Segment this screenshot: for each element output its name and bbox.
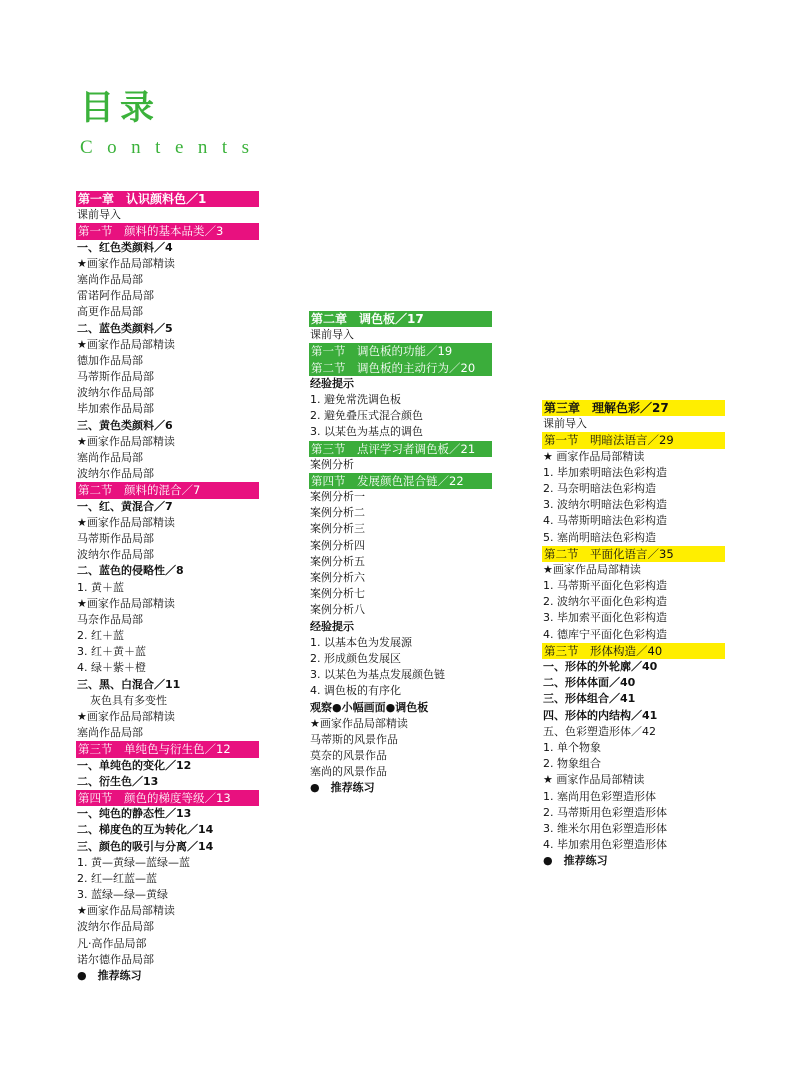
toc-entry: ★画家作品局部精读 (77, 596, 175, 610)
toc-entry: 雷诺阿作品局部 (77, 289, 154, 303)
toc-entry: ★画家作品局部精读 (77, 434, 175, 448)
toc-entry: 1. 马蒂斯平面化色彩构造 (543, 579, 667, 593)
toc-entry: 2. 形成颜色发展区 (310, 651, 401, 665)
toc-entry: 案例分析六 (310, 571, 365, 584)
toc-entry: ★画家作品局部精读 (310, 716, 408, 730)
toc-entry: 1. 黄—黄绿—蓝绿—蓝 (77, 855, 190, 869)
toc-subheading: 三、形体组合／41 (543, 692, 636, 706)
toc-subheading: 观察●小幅画面●调色板 (310, 700, 429, 714)
toc-subheading: 二、蓝色类颜料／5 (77, 321, 173, 335)
toc-entry: 毕加索作品局部 (77, 402, 154, 416)
toc-chapter-heading: 第二章 调色板／17 (309, 311, 492, 327)
toc-chapter-heading: 第一章 认识颜料色／1 (76, 191, 259, 207)
toc-subheading: 二、梯度色的互为转化／14 (77, 823, 214, 837)
toc-entry: 1. 毕加索明暗法色彩构造 (543, 465, 667, 479)
toc-subheading: 二、衍生色／13 (77, 774, 159, 788)
toc-section-heading: 第三节 形体构造／40 (542, 643, 725, 659)
toc-section-heading: 第一节 调色板的功能／19 (309, 343, 492, 359)
toc-entry: 凡·高作品局部 (77, 936, 147, 950)
page-subtitle: Contents (80, 137, 264, 158)
toc-entry: 波纳尔作品局部 (77, 467, 154, 481)
toc-entry: 3. 红＋黄＋蓝 (77, 645, 146, 659)
toc-entry: 马蒂斯的风景作品 (310, 732, 398, 746)
toc-subheading: 二、蓝色的侵略性／8 (77, 564, 184, 578)
toc-entry: 高更作品局部 (77, 305, 143, 319)
toc-entry: 灰色具有多变性 (90, 693, 167, 707)
toc-section-heading: 第四节 颜色的梯度等级／13 (76, 790, 259, 806)
toc-chapter-heading: 第三章 理解色彩／27 (542, 400, 725, 416)
toc-subheading: 四、形体的内结构／41 (543, 708, 658, 722)
toc-entry: 3. 以某色为基点发展颜色链 (310, 668, 445, 682)
toc-subheading: 一、红色类颜料／4 (77, 240, 173, 254)
toc-entry: 3. 以某色为基点的调色 (310, 425, 423, 439)
toc-subheading: 一、纯色的静态性／13 (77, 807, 192, 821)
toc-entry: ★ 画家作品局部精读 (543, 449, 645, 463)
toc-column-chapter-3 (542, 400, 725, 869)
toc-subheading: 三、颜色的吸引与分离／14 (77, 839, 214, 853)
toc-entry: 塞尚的风景作品 (310, 765, 387, 779)
toc-section-heading: 第四节 发展颜色混合链／22 (309, 473, 492, 489)
toc-entry: 诺尔德作品局部 (77, 952, 154, 966)
toc-section-heading: 第三节 单纯色与衍生色／12 (76, 741, 259, 757)
toc-entry: 3. 维米尔用色彩塑造形体 (543, 821, 667, 835)
toc-entry: ★画家作品局部精读 (77, 710, 175, 723)
toc-subheading: ● 推荐练习 (543, 854, 608, 868)
toc-entry: 案例分析四 (310, 538, 365, 552)
toc-subheading: ● 推荐练习 (310, 781, 375, 795)
toc-entry: ★画家作品局部精读 (77, 515, 175, 529)
toc-entry: 1. 避免常洗调色板 (310, 392, 401, 406)
toc-entry: 1. 单个物象 (543, 740, 601, 754)
toc-entry: 莫奈的风景作品 (310, 749, 387, 763)
toc-entry: 马蒂斯作品局部 (77, 531, 154, 545)
toc-entry: 案例分析 (310, 457, 354, 471)
toc-entry: 案例分析三 (310, 522, 365, 536)
toc-entry: 案例分析八 (310, 603, 365, 617)
toc-entry: 波纳尔作品局部 (77, 386, 154, 400)
toc-entry: ★画家作品局部精读 (77, 256, 175, 270)
toc-subheading: 经验提示 (310, 619, 354, 633)
toc-entry: 塞尚作品局部 (77, 726, 143, 740)
toc-entry: 3. 波纳尔明暗法色彩构造 (543, 498, 667, 512)
toc-entry: 课前导入 (543, 417, 587, 431)
toc-subheading: ● 推荐练习 (77, 969, 142, 982)
toc-entry: 3. 蓝绿—绿—黄绿 (77, 888, 168, 902)
toc-entry: 波纳尔作品局部 (77, 920, 154, 934)
toc-entry: 4. 毕加索用色彩塑造形体 (543, 838, 667, 852)
toc-entry: 4. 德库宁平面化色彩构造 (543, 627, 667, 641)
toc-entry: 课前导入 (77, 208, 121, 222)
toc-entry: 2. 红—红蓝—蓝 (77, 871, 157, 885)
toc-entry: 案例分析二 (310, 506, 365, 520)
toc-subheading: 三、黄色类颜料／6 (77, 418, 173, 432)
toc-entry: 3. 毕加索平面化色彩构造 (543, 611, 667, 625)
toc-entry: 2. 马奈明暗法色彩构造 (543, 481, 656, 495)
toc-entry: ★画家作品局部精读 (77, 904, 175, 918)
toc-entry: 1. 以基本色为发展源 (310, 635, 412, 649)
toc-entry: 五、色彩塑造形体／42 (543, 724, 656, 738)
toc-entry: 1. 黄＋蓝 (77, 580, 124, 594)
toc-entry: 案例分析七 (310, 587, 365, 601)
toc-entry: 塞尚作品局部 (77, 451, 143, 464)
toc-entry: 案例分析一 (310, 490, 365, 504)
toc-entry: 德加作品局部 (77, 353, 143, 367)
toc-section-heading: 第一节 颜料的基本品类／3 (76, 223, 259, 239)
page-title: 目录 (80, 88, 160, 128)
toc-subheading: 一、形体的外轮廓／40 (543, 660, 658, 673)
toc-section-heading: 第二节 平面化语言／35 (542, 546, 725, 562)
toc-entry: 2. 物象组合 (543, 757, 601, 771)
toc-entry: 1. 塞尚用色彩塑造形体 (543, 789, 656, 803)
toc-entry: 2. 波纳尔平面化色彩构造 (543, 595, 667, 609)
toc-entry: 塞尚作品局部 (77, 272, 143, 286)
toc-entry: 马奈作品局部 (77, 612, 143, 626)
toc-entry: 马蒂斯作品局部 (77, 370, 154, 384)
toc-entry: 5. 塞尚明暗法色彩构造 (543, 530, 656, 544)
toc-section-heading: 第一节 明暗法语言／29 (542, 432, 725, 448)
toc-subheading: 一、红、黄混合／7 (77, 499, 173, 513)
toc-section-heading: 第二节 调色板的主动行为／20 (309, 360, 492, 376)
toc-subheading: 经验提示 (310, 376, 354, 390)
toc-entry: ★画家作品局部精读 (77, 337, 175, 351)
toc-entry: 案例分析五 (310, 554, 365, 568)
toc-subheading: 一、单纯色的变化／12 (77, 758, 192, 772)
toc-entry: 4. 调色板的有序化 (310, 684, 401, 698)
toc-entry: 4. 绿＋紫＋橙 (77, 661, 146, 675)
toc-subheading: 二、形体体面／40 (543, 676, 636, 690)
toc-entry: ★ 画家作品局部精读 (543, 773, 645, 787)
toc-section-heading: 第三节 点评学习者调色板／21 (309, 441, 492, 457)
toc-section-heading: 第二节 颜料的混合／7 (76, 482, 259, 498)
toc-entry: ★画家作品局部精读 (543, 562, 641, 576)
toc-entry: 波纳尔作品局部 (77, 548, 154, 562)
toc-entry: 4. 马蒂斯明暗法色彩构造 (543, 514, 667, 528)
toc-subheading: 三、黑、白混合／11 (77, 677, 181, 691)
toc-column-chapter-1 (76, 191, 259, 984)
toc-entry: 2. 红＋蓝 (77, 629, 124, 643)
toc-entry: 2. 避免叠压式混合颜色 (310, 409, 423, 423)
toc-entry: 课前导入 (310, 328, 354, 342)
toc-entry: 2. 马蒂斯用色彩塑造形体 (543, 805, 667, 819)
toc-column-chapter-2 (309, 311, 492, 797)
